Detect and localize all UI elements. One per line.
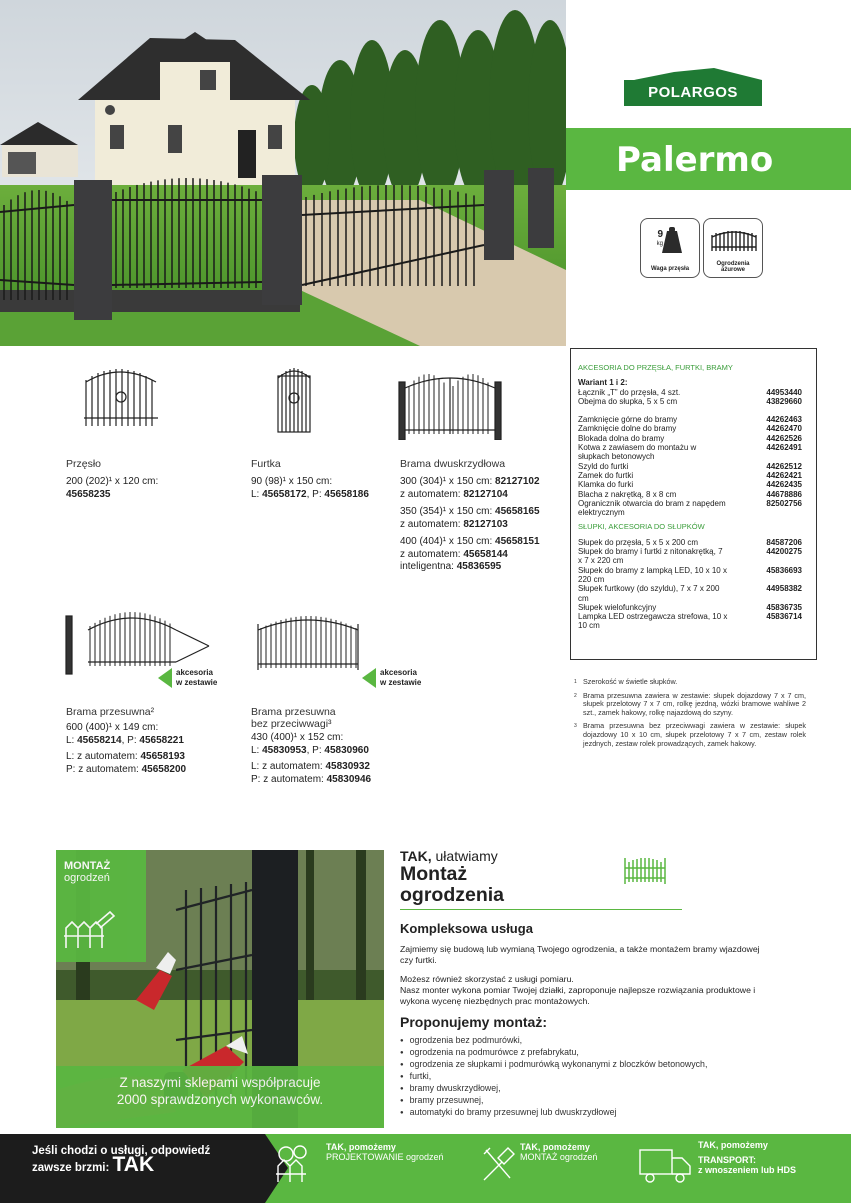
product-name-band [566, 128, 851, 190]
accessory-row [578, 538, 816, 547]
accessory-name: Łącznik „T” do przęsła, 4 szt. [578, 387, 681, 397]
accessory-code: 45836735 [766, 602, 802, 612]
accessory-name: Zamknięcie górne do bramy [578, 415, 678, 425]
weight-label: Waga przęsła [650, 266, 690, 272]
accessory-code: 44200275 [766, 547, 802, 557]
accessory-code: 45836714 [766, 612, 802, 622]
accessory-code: 44958382 [766, 584, 802, 594]
bottom-question-panel [0, 1134, 265, 1203]
weight-value: 9 [657, 229, 663, 240]
accessories-box [570, 348, 817, 660]
accessory-name: Zamknięcie dolne do bramy [578, 424, 677, 434]
product-variant: L: z automatem: [251, 761, 326, 772]
furtka-illustration [276, 362, 312, 434]
product-code: 45658165 [495, 506, 540, 517]
offer-list-item: ● automatyki do bramy przesuwnej lub dwuskrzydłowej [400, 1107, 780, 1119]
montaz-caption: Z naszymi sklepami współpracuje 2000 sprawdzonych wykonawców. [116, 1075, 324, 1107]
accessory-row [578, 415, 816, 424]
service-paragraph-1: Zajmiemy się budową lub wymianą Twojego ogrodzenia, a także montażem bramy wjazdowej czy furtki. [400, 944, 760, 965]
product-code: 45658186 [324, 488, 369, 500]
product-code: 82127102 [495, 476, 540, 487]
accessory-row [578, 471, 816, 480]
service-design-label: TAK, pomożemy [326, 1142, 396, 1152]
product-variant: z automatem: [400, 548, 464, 560]
label-p: , P: [306, 488, 325, 500]
divider [400, 909, 682, 910]
product-code: 45830960 [324, 744, 369, 756]
accessory-row [578, 434, 816, 443]
accessory-name: Słupek do bramy i furtki z nitonakrętką, 7 x 7 x 220 cm [578, 547, 723, 566]
accessory-row [578, 443, 816, 462]
label-p: , P: [121, 734, 140, 746]
service-installation-text: MONTAŻ ogrodzeń [520, 1152, 598, 1162]
brama-bez-przeciwwagi-illustration [256, 610, 368, 672]
footnote-text: Szerokość w świetle słupków. [583, 677, 678, 686]
product-size: 90 (98)¹ x 150 cm: [251, 476, 333, 487]
service-design [326, 1142, 444, 1162]
service-transport-text: TRANSPORT: [698, 1155, 756, 1165]
accessory-name: Zamek do furtki [578, 470, 634, 480]
subheading-service: Kompleksowa usługa [400, 921, 533, 936]
product-size: 350 (354)¹ x 150 cm: [400, 506, 496, 517]
montaz-badge [56, 850, 146, 962]
variant-label: Wariant 1 i 2: [578, 378, 628, 388]
product-name: Przęsło [66, 458, 102, 470]
accessory-row [578, 388, 816, 397]
accessory-code: 44262435 [766, 480, 802, 490]
product-size: 200 (202)¹ x 120 cm: [66, 476, 159, 487]
fence-gate-icon [622, 852, 668, 888]
product-code: 82127104 [463, 488, 508, 500]
accessory-name: Ogranicznik otwarcia do bram z napędem elektrycznym [578, 498, 726, 518]
accessory-code: 44262421 [766, 470, 802, 480]
accessory-code: 44262526 [766, 433, 802, 443]
product-name: Brama dwuskrzydłowa [400, 458, 506, 470]
product-name-line2: bez przeciwwagi³ [251, 718, 332, 730]
brama-przesuwna-illustration [64, 606, 214, 676]
accessory-name: Szyld do furtki [578, 461, 629, 471]
product-name: Palermo [616, 140, 774, 180]
bottom-question-line2: zawsze brzmi: [32, 1162, 113, 1174]
accessory-code: 44678886 [766, 489, 802, 499]
service-transport-subtext: z wnoszeniem lub HDS [698, 1165, 797, 1175]
weight-badge [640, 218, 700, 278]
service-design-text: PROJEKTOWANIE ogrodzeń [326, 1152, 444, 1162]
product-code: 45830946 [326, 773, 372, 785]
accessory-name: Blokada dolna do bramy [578, 433, 665, 443]
fence-icon [710, 229, 758, 251]
product-code: 45658214 [77, 734, 122, 746]
subheading-offer: Proponujemy montaż: [400, 1014, 548, 1030]
offer-list [400, 1035, 780, 1119]
offer-list-item: ● bramy przesuwnej, [400, 1095, 780, 1107]
tools-icon [480, 1144, 516, 1184]
footnote-text: Brama przesuwna zawiera w zestawie: słupek dojazdowy 7 x 7 cm, słupek przelotowy 7 x 7 cm, rolkę jezdną, wózki bramowe wahliwe 2 szt., zamek hakowy, rolkę najazdową do szyny. [583, 690, 806, 717]
product-name: Brama przesuwna² [66, 706, 155, 718]
bottom-question-line1: Jeśli chodzi o usługi, odpowiedź [32, 1145, 211, 1157]
product-variant: inteligentna: [400, 561, 457, 572]
accessory-code: 44262512 [766, 461, 802, 471]
arrow-left-icon [362, 668, 376, 688]
footnote [574, 678, 806, 687]
accessory-row [578, 603, 816, 612]
product-brama-bez-przeciwwagi [251, 706, 371, 786]
product-brama-przesuwna [66, 706, 186, 776]
accessory-name: Obejma do słupka, 5 x 5 cm [578, 396, 678, 406]
weight-unit: kg [656, 241, 663, 247]
footnote-text: Brama przesuwna bez przeciwwagi zawiera w zestawie: słupek dojazdowy 10 x 10 cm, słupek przelotowy 7 x 7 cm, zestaw rolek jezdnych, zestaw rolek prowadzących, zamek hakowy. [583, 721, 806, 748]
accessory-row [578, 462, 816, 471]
offer-list-item: ● ogrodzenia na podmurówce z prefabrykatu, [400, 1047, 780, 1059]
service-installation-label: TAK, pomożemy [520, 1142, 590, 1152]
product-code: 45830953 [262, 744, 307, 756]
tak-word: TAK, [400, 848, 432, 864]
label-p: , P: [306, 744, 325, 756]
footnote-number: 1 [574, 679, 577, 685]
accessories-group-2 [578, 415, 816, 517]
accessories-group-3 [578, 538, 816, 631]
accessory-row [578, 547, 816, 566]
accessory-name: Słupek furtkowy (do szyldu), 7 x 7 x 200 cm [578, 584, 720, 603]
product-furtka [251, 458, 369, 501]
product-name: Brama przesuwna [251, 706, 336, 718]
fence-type-badge [703, 218, 763, 278]
truck-icon [636, 1146, 692, 1186]
accessory-row [578, 566, 816, 585]
product-przeslo [66, 458, 158, 501]
service-paragraph-2: Możesz również skorzystać z usługi pomiaru. Nasz monter wykona pomiar Twojej działki, zaproponuje najlepsze rozwiązania produktowe i wykona wycenę niezbędnych prac montażowych. [400, 974, 756, 1006]
accessories-included-note: akcesoria w zestawie [176, 668, 218, 687]
product-code: 45658144 [463, 548, 508, 560]
footnote-number: 2 [574, 692, 577, 699]
arrow-left-icon [158, 668, 172, 688]
label-l: L: [66, 734, 78, 746]
bottom-tak: TAK [112, 1153, 155, 1176]
product-code: 45658200 [141, 763, 187, 775]
accessories-heading: AKCESORIA DO PRZĘSŁA, FURTKI, BRAMY [578, 363, 733, 372]
accessory-code: 84587206 [766, 537, 802, 547]
offer-list-item: ● ogrodzenia bez podmurówki, [400, 1035, 780, 1047]
fence-tools-icon [64, 910, 116, 950]
brama-dwuskrzydlowa-illustration [398, 368, 502, 440]
footnote [574, 692, 806, 718]
bottom-question [32, 1144, 210, 1175]
product-variant: z automatem: [400, 488, 464, 500]
fence-type-label: Ogrodzenia ażurowe [716, 261, 750, 273]
accessory-name: Lampka LED ostrzegawcza strefowa, 10 x 10 cm [578, 612, 728, 631]
accessory-code: 44262470 [766, 424, 802, 434]
footnote-number: 3 [574, 723, 577, 730]
product-variant: z automatem: [400, 518, 464, 530]
accessory-row [578, 480, 816, 489]
product-code: 45658151 [495, 536, 540, 547]
accessory-name: Kotwa z zawiasem do montażu w słupkach betonowych [578, 443, 697, 462]
installation-photo [56, 850, 384, 1128]
label-l: L: [251, 744, 263, 756]
accessory-code: 43829660 [766, 396, 802, 406]
accessory-code: 45836693 [766, 565, 802, 575]
accessory-code: 44262491 [766, 443, 802, 453]
montaz-badge-subtitle: ogrodzeń [64, 872, 110, 884]
product-code: 45836595 [456, 561, 502, 572]
product-code: 82127103 [463, 518, 508, 530]
accessories-group-1 [578, 388, 816, 407]
product-variant: L: z automatem: [66, 751, 141, 762]
accessory-code: 82502756 [766, 498, 802, 508]
accessories-included-note: akcesoria w zestawie [380, 668, 422, 687]
polargos-logo [624, 66, 762, 106]
product-size: 430 (400)¹ x 152 cm: [251, 732, 344, 743]
service-transport-label: TAK, pomożemy [698, 1140, 768, 1150]
offer-list-item: ● ogrodzenia ze słupkami i podmurówką wykonanymi z bloczków betonowych, [400, 1059, 780, 1071]
product-name: Furtka [251, 458, 281, 470]
accessory-name: Słupek do bramy z lampką LED, 10 x 10 x 220 cm [578, 565, 727, 584]
product-code: 45658221 [139, 734, 184, 746]
offer-list-item: ● furtki, [400, 1071, 780, 1083]
accessory-row [578, 490, 816, 499]
product-brama-dwuskrzydlowa [400, 458, 540, 574]
product-code: 45658172 [262, 488, 307, 500]
design-icon [276, 1144, 320, 1184]
hero-photo [0, 0, 566, 346]
service-transport [698, 1140, 796, 1175]
tak-rest: ułatwiamy [431, 848, 498, 864]
product-size: 400 (404)¹ x 150 cm: [400, 536, 496, 547]
montaz-caption-band [56, 1066, 384, 1128]
montaz-text [400, 848, 760, 1119]
service-installation [520, 1142, 597, 1162]
accessory-row [578, 612, 816, 631]
montaz-headline: Montaż ogrodzenia [400, 863, 505, 906]
accessory-code: 44953440 [766, 387, 802, 397]
footnotes [574, 678, 806, 753]
product-code: 45830932 [325, 761, 370, 772]
product-variant: P: z automatem: [251, 773, 327, 785]
przeslo-illustration [84, 362, 158, 428]
product-size: 300 (304)¹ x 150 cm: [400, 476, 496, 487]
brand-panel [566, 0, 851, 346]
bottom-service-bar [0, 1134, 851, 1203]
footnote [574, 722, 806, 748]
offer-list-item: ● bramy dwuskrzydłowej, [400, 1083, 780, 1095]
accessory-row [578, 584, 816, 603]
accessory-name: Blacha z nakrętką, 8 x 8 cm [578, 489, 677, 499]
logo-text: POLARGOS [624, 80, 762, 106]
accessory-name: Słupek wielofunkcyjny [578, 602, 657, 612]
label-l: L: [251, 488, 263, 500]
product-variant: P: z automatem: [66, 763, 142, 775]
montaz-badge-title: MONTAŻ [64, 860, 111, 872]
product-size: 600 (400)¹ x 149 cm: [66, 722, 159, 733]
product-code: 45658193 [140, 751, 185, 762]
accessory-row [578, 397, 816, 406]
posts-heading: SŁUPKI, AKCESORIA DO SŁUPKÓW [578, 522, 705, 532]
accessory-code: 44262463 [766, 415, 802, 425]
accessory-name: Słupek do przęsła, 5 x 5 x 200 cm [578, 537, 699, 547]
accessory-row [578, 424, 816, 433]
accessory-row [578, 499, 816, 518]
product-code: 45658235 [66, 488, 111, 500]
accessory-name: Klamka do furki [578, 480, 634, 490]
